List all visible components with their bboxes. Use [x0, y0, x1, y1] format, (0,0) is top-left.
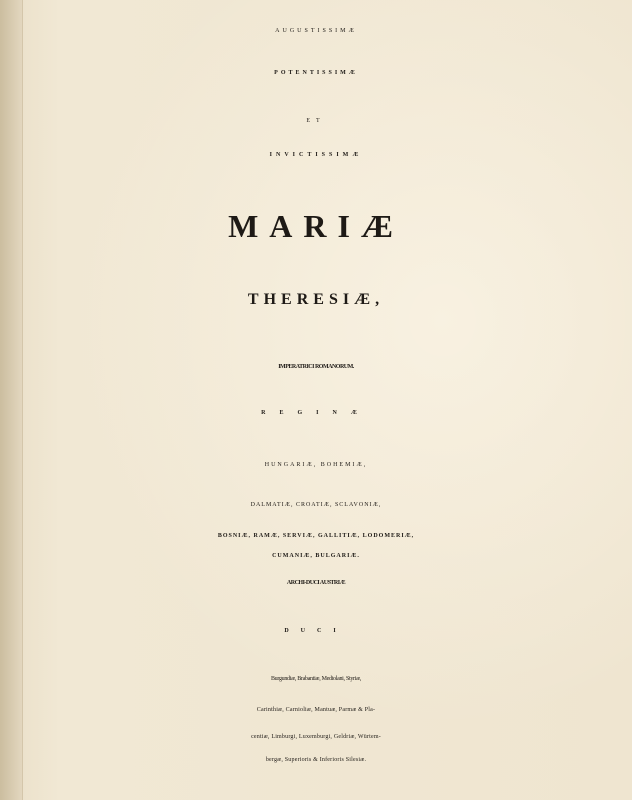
title-line-bosniae: BOSNIÆ, RAMÆ, SERVIÆ, GALLITIÆ, LODOMERIÆ,	[217, 533, 415, 539]
title-line-et: ET	[306, 118, 326, 124]
title-line-theresiae: THERESIÆ,	[247, 291, 385, 308]
title-line-potentissimae: POTENTISSIMÆ	[274, 70, 358, 76]
title-line-centiae: centiæ, Limburgi, Luxemburgi, Geldriæ, Würtem-	[251, 734, 381, 740]
title-line-duci: DUCI	[284, 628, 348, 634]
title-line-dalmatiae: DALMATIÆ, CROATIÆ, SCLAVONIÆ,	[250, 502, 382, 508]
title-line-carinthiae: Carinthiæ, Carnioliæ, Mantuæ, Parmæ & Pla-	[256, 707, 376, 713]
title-line-imperatrici: IMPERATRICI ROMANORUM.	[278, 364, 354, 370]
title-line-augustissimae: AUGUSTISSIMÆ	[275, 28, 357, 34]
title-line-bergae: bergæ, Superioris & Inferioris Silesiæ.	[265, 757, 367, 763]
title-line-reginae: REGINÆ	[261, 410, 371, 416]
title-line-hungariae: HUNGARIÆ, BOHEMIÆ,	[264, 462, 368, 468]
title-line-archi-duci: ARCHI-DUCI AUSTRIÆ	[286, 580, 346, 586]
title-line-invictissimae: INVICTISSIMÆ	[269, 152, 363, 158]
title-line-mariae: MARIÆ	[228, 208, 404, 244]
title-line-cumaniae: CUMANIÆ, BULGARIÆ.	[272, 553, 360, 559]
title-line-burgundiae: Burgundiæ, Brabantiæ, Mediolani, Styriæ,	[270, 676, 362, 682]
